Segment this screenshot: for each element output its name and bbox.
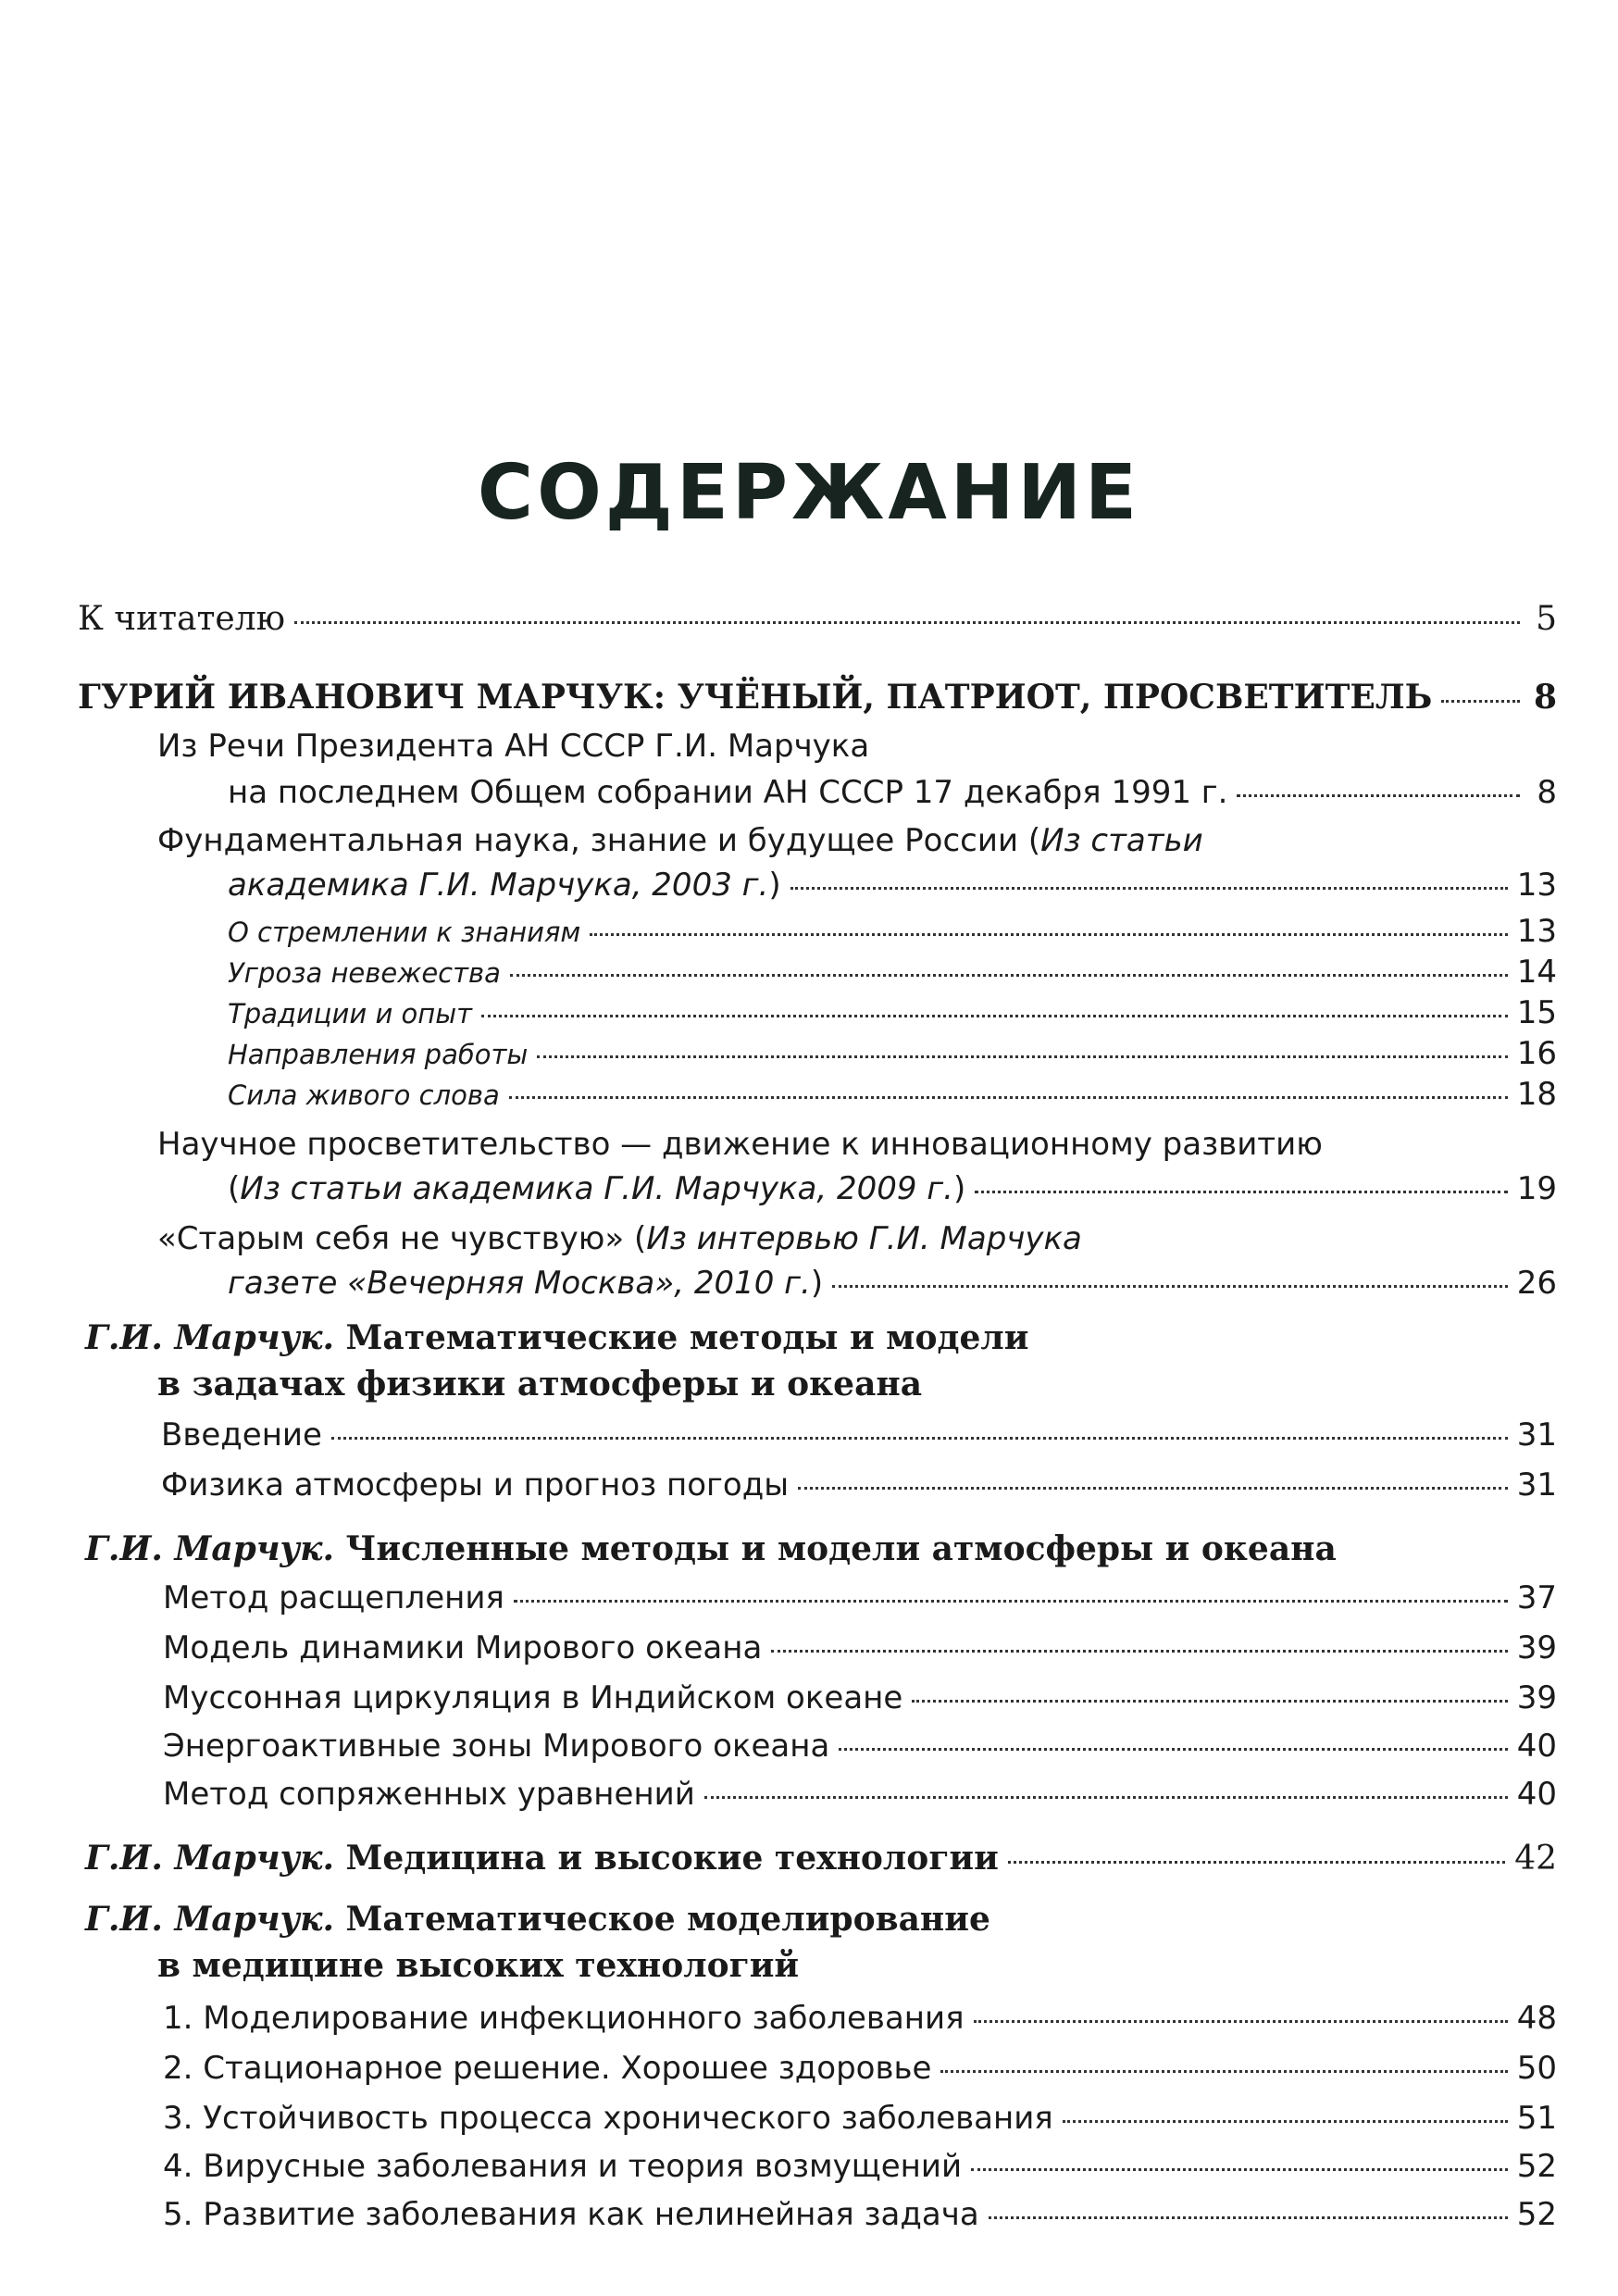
toc-entry-text: Направления работы: [228, 1039, 529, 1070]
toc-entry-article-2009-line1: Научное просветительство — движение к инновационному развитию: [157, 1126, 1323, 1163]
toc-entry[interactable]: [163, 2100, 1557, 2137]
dot-leader: [832, 1285, 1508, 1288]
toc-entry-speech[interactable]: [228, 774, 1557, 811]
dot-leader: [331, 1437, 1508, 1440]
toc-entry-text: Традиции и опыт: [228, 998, 473, 1029]
toc-entry-text: Метод сопряженных уравнений: [163, 1776, 695, 1813]
toc-entry[interactable]: [161, 1466, 1557, 1504]
toc-entry[interactable]: [163, 1776, 1557, 1813]
toc-page-number: 51: [1516, 2100, 1557, 2137]
entry-text-italic: Из интервью Г.И. Марчука: [646, 1220, 1082, 1257]
dot-leader: [509, 1096, 1508, 1099]
dot-leader: [590, 933, 1507, 936]
toc-entry-text: Метод расщепления: [163, 1579, 504, 1616]
dot-leader: [790, 887, 1508, 890]
toc-entry-text: Угроза невежества: [228, 957, 501, 989]
toc-subentry[interactable]: [228, 994, 1557, 1031]
dot-leader: [1441, 700, 1520, 703]
entry-text-regular: ): [810, 1265, 824, 1302]
toc-entry-article-2003-line1: [157, 822, 1203, 859]
toc-entry-text: 5. Развитие заболевания как нелинейная задача: [163, 2196, 979, 2233]
toc-subentry[interactable]: [228, 1035, 1557, 1072]
toc-entry-text: [228, 1265, 823, 1302]
dot-leader: [839, 1748, 1507, 1751]
toc-entry[interactable]: [163, 2196, 1557, 2233]
dot-leader: [1237, 794, 1520, 797]
toc-entry-text: Физика атмосферы и прогноз погоды: [161, 1466, 790, 1504]
toc-section-title-line2: в задачах физики атмосферы и океана: [157, 1365, 923, 1404]
toc-page-number: 40: [1516, 1728, 1557, 1765]
toc-page-number: 48: [1516, 2000, 1557, 2037]
dot-leader: [1008, 1861, 1505, 1864]
toc-page-number: 19: [1516, 1170, 1557, 1207]
toc-entry-text: Энергоактивные зоны Мирового океана: [163, 1728, 830, 1765]
toc-entry-text: 2. Стационарное решение. Хорошее здоровье: [163, 2050, 932, 2087]
dot-leader: [989, 2216, 1508, 2219]
toc-entry[interactable]: [163, 1629, 1557, 1666]
toc-page-number: 37: [1516, 1579, 1557, 1616]
dot-leader: [1063, 2120, 1508, 2123]
toc-entry-text: О стремлении к знаниям: [228, 917, 581, 948]
toc-entry-article-2003[interactable]: [228, 867, 1557, 904]
toc-page-number: 26: [1516, 1265, 1557, 1302]
entry-text-italic: Из статьи: [1040, 822, 1203, 859]
toc-entry-text: 1. Моделирование инфекционного заболевания: [163, 2000, 965, 2037]
toc-entry[interactable]: [163, 1579, 1557, 1616]
toc-entry-text: Муссонная циркуляция в Индийском океане: [163, 1679, 903, 1716]
dot-leader: [940, 2070, 1507, 2073]
toc-page-number: 16: [1516, 1035, 1557, 1072]
toc-section-title[interactable]: [85, 1529, 1337, 1568]
toc-entry-article-2009[interactable]: [228, 1170, 1557, 1207]
toc-subentry[interactable]: [228, 1076, 1557, 1113]
toc-entry-text: Сила живого слова: [228, 1079, 500, 1111]
entry-text-regular: «Старым себя не чувствую» (: [157, 1220, 647, 1257]
toc-page-number: 40: [1516, 1776, 1557, 1813]
toc-entry-interview[interactable]: [228, 1265, 1557, 1302]
toc-entry-text: 3. Устойчивость процесса хронического заболевания: [163, 2100, 1053, 2137]
dot-leader: [912, 1700, 1507, 1703]
section-title-text: Медицина и высокие технологии: [345, 1839, 999, 1878]
toc-entry-intro[interactable]: [78, 600, 1557, 638]
toc-entry-text: [228, 1170, 965, 1207]
dot-leader: [798, 1487, 1508, 1490]
toc-section-title[interactable]: [85, 1839, 1557, 1878]
entry-text-regular: ): [952, 1170, 966, 1207]
dot-leader: [481, 1015, 1508, 1017]
entry-text-italic: академика Г.И. Марчука, 2003 г.: [228, 867, 769, 904]
toc-entry[interactable]: [161, 1416, 1557, 1454]
toc-entry-text: Введение: [161, 1416, 322, 1454]
toc-subentry[interactable]: [228, 954, 1557, 991]
entry-text-regular: (: [228, 1170, 241, 1207]
dot-leader: [510, 974, 1508, 977]
toc-page-number: 13: [1516, 867, 1557, 904]
toc-entry-interview-line1: [157, 1220, 1082, 1257]
dot-leader: [771, 1650, 1507, 1653]
toc-page-number: 39: [1516, 1629, 1557, 1666]
entry-text-italic: газете «Вечерняя Москва», 2010 г.: [228, 1265, 811, 1302]
entry-text-italic: Из статьи академика Г.И. Марчука, 2009 г.: [240, 1170, 953, 1207]
toc-page-number: 15: [1516, 994, 1557, 1031]
toc-section-title[interactable]: [85, 1900, 990, 1939]
toc-entry-text: К читателю: [78, 600, 285, 638]
toc-page-number: 52: [1516, 2148, 1557, 2185]
section-author: Г.И. Марчук.: [85, 1900, 334, 1939]
toc-page-number: 39: [1516, 1679, 1557, 1716]
toc-page-number: 5: [1536, 600, 1557, 638]
toc-entry-speech-line1: Из Речи Президента АН СССР Г.И. Марчука: [157, 728, 870, 765]
toc-entry[interactable]: [163, 2148, 1557, 2185]
entry-text-regular: Фундаментальная наука, знание и будущее России (: [157, 822, 1041, 859]
dot-leader: [704, 1796, 1508, 1799]
toc-page-number: 31: [1516, 1466, 1557, 1504]
toc-entry-text: на последнем Общем собрании АН СССР 17 декабря 1991 г.: [228, 774, 1228, 811]
toc-entry[interactable]: [163, 1679, 1557, 1716]
toc-page-number: 8: [1537, 774, 1557, 811]
toc-page-number: 31: [1516, 1416, 1557, 1454]
toc-entry[interactable]: [163, 2050, 1557, 2087]
section-author: Г.И. Марчук.: [85, 1318, 334, 1357]
toc-subentry[interactable]: [228, 913, 1557, 950]
toc-page-number: 14: [1516, 954, 1557, 991]
toc-section-title-line2: в медицине высоких технологий: [157, 1946, 800, 1985]
dot-leader: [971, 2168, 1508, 2171]
toc-page-number: 18: [1516, 1076, 1557, 1113]
section-author: Г.И. Марчук.: [85, 1839, 334, 1878]
toc-entry[interactable]: [163, 2000, 1557, 2037]
dot-leader: [294, 621, 1520, 624]
dot-leader: [975, 1191, 1507, 1193]
section-title-text: Численные методы и модели атмосферы и океана: [345, 1529, 1337, 1568]
toc-section-title[interactable]: [85, 1318, 1028, 1357]
toc-entry-text: Модель динамики Мирового океана: [163, 1629, 763, 1666]
toc-part-heading[interactable]: [78, 678, 1557, 717]
toc-entry-text: ГУРИЙ ИВАНОВИЧ МАРЧУК: УЧЁНЫЙ, ПАТРИОТ, ПРОСВЕТИТЕЛЬ: [78, 678, 1433, 717]
toc-entry-text: [228, 867, 781, 904]
toc-entry-text: [85, 1839, 999, 1878]
toc-page-number: 52: [1516, 2196, 1557, 2233]
section-title-text: Математическое моделирование: [345, 1900, 990, 1939]
section-title-text: Математические методы и модели: [345, 1318, 1029, 1357]
toc-entry[interactable]: [163, 1728, 1557, 1765]
toc-page-number: 42: [1514, 1840, 1557, 1878]
dot-leader: [974, 2020, 1508, 2023]
dot-leader: [537, 1055, 1507, 1058]
toc-page-number: 13: [1516, 913, 1557, 950]
entry-text-regular: ): [768, 867, 781, 904]
toc-entry-text: 4. Вирусные заболевания и теория возмущений: [163, 2148, 963, 2185]
page-title: СОДЕРЖАНИЕ: [477, 449, 1141, 537]
toc-page-number: 8: [1533, 678, 1557, 717]
section-author: Г.И. Марчук.: [85, 1529, 334, 1568]
dot-leader: [514, 1600, 1508, 1603]
toc-page-number: 50: [1516, 2050, 1557, 2087]
